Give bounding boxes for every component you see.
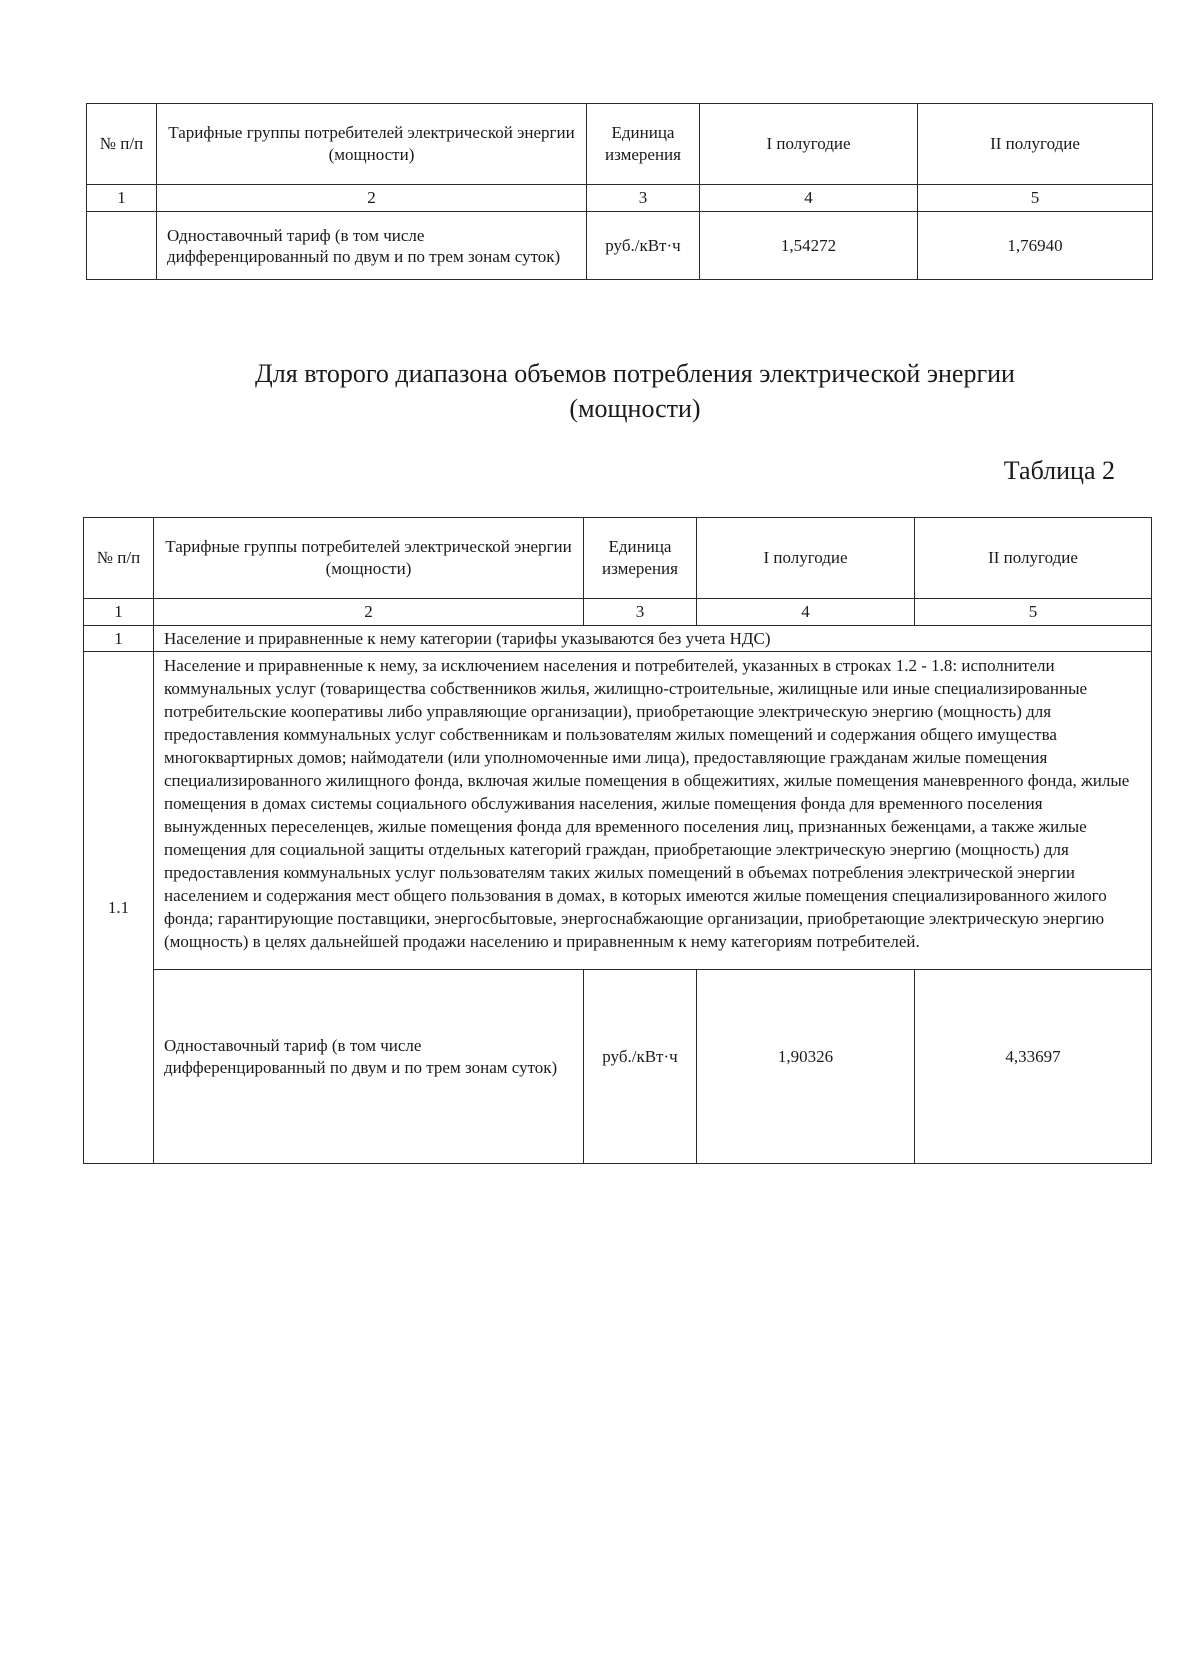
tariff-table-2 xyxy=(83,517,1152,1164)
category-description: Население и приравненные к нему, за исключением населения и потребителей, указанных в строках 1.2 - 1.8: исполнители коммунальных услуг (товарищества собственников жилья, жилищно-строительные, жилищные или иные специализированные потребительские кооперативы либо управляющие организации), приобретающие электрическую энергию (мощность) для предоставления коммунальных услуг собственникам и пользователям жилых помещений и содержания общего имущества многоквартирных домов; наймодатели (или уполномоченные ими лица), предоставляющие гражданам жилые помещения специализированного жилищного фонда, включая жилые помещения в общежитиях, жилые помещения маневренного фонда, жилые помещения в домах системы социального обслуживания населения, жилые помещения фонда для временного поселения вынужденных переселенцев, жилые помещения фонда для временного поселения лиц, признанных беженцами, а также жилые помещения для социальной защиты отдельных категорий граждан, приобретающие электрическую энергию (мощность) для предоставления коммунальных услуг пользователям таких жилых помещений в объемах потребления электрической энергии населением и содержания мест общего пользования в домах, в которых имеются жилые помещения специализированного жилого фонда; гарантирующие поставщики, энергосбытовые, энергоснабжающие организации, приобретающие электрическую энергию (мощность) в целях дальнейшей продажи населению и приравненным к нему категориям потребителей. xyxy=(154,652,1152,970)
header-half2: II полугодие xyxy=(915,518,1152,599)
col-number: 4 xyxy=(700,185,918,212)
tariff-table-1 xyxy=(86,103,1153,280)
header-unit: Единица измерения xyxy=(587,104,700,185)
tariff-half1: 1,54272 xyxy=(700,212,918,280)
header-num: № п/п xyxy=(84,518,154,599)
col-number: 2 xyxy=(157,185,587,212)
tariff-description: Одноставочный тариф (в том числе дифференцированный по двум и по трем зонам суток) xyxy=(154,970,584,1164)
row-num xyxy=(87,212,157,280)
table-header-row xyxy=(87,104,1153,185)
table-row xyxy=(87,212,1153,280)
category-title: Население и приравненные к нему категории (тарифы указываются без учета НДС) xyxy=(154,626,1152,652)
column-number-row xyxy=(87,185,1153,212)
header-num: № п/п xyxy=(87,104,157,185)
header-half2: II полугодие xyxy=(918,104,1153,185)
section-heading: Для второго диапазона объемов потребления электрической энергии (мощности) xyxy=(255,359,1015,423)
column-number-row xyxy=(84,599,1152,626)
col-number: 5 xyxy=(918,185,1153,212)
col-number: 2 xyxy=(154,599,584,626)
table-label: Таблица 2 xyxy=(1003,456,1115,485)
table-header-row xyxy=(84,518,1152,599)
header-half1: I полугодие xyxy=(700,104,918,185)
tariff-unit: руб./кВт·ч xyxy=(587,212,700,280)
table-row xyxy=(84,626,1152,652)
col-number: 5 xyxy=(915,599,1152,626)
tariff-unit: руб./кВт·ч xyxy=(584,970,697,1164)
header-half1: I полугодие xyxy=(697,518,915,599)
col-number: 4 xyxy=(697,599,915,626)
header-group: Тарифные группы потребителей электрической энергии (мощности) xyxy=(157,104,587,185)
header-unit: Единица измерения xyxy=(584,518,697,599)
row-num: 1.1 xyxy=(84,652,154,1164)
table-row xyxy=(84,652,1152,970)
tariff-description: Одноставочный тариф (в том числе дифференцированный по двум и по трем зонам суток) xyxy=(157,212,587,280)
tariff-half2: 1,76940 xyxy=(918,212,1153,280)
col-number: 3 xyxy=(587,185,700,212)
table-row xyxy=(84,970,1152,1164)
row-num: 1 xyxy=(84,626,154,652)
tariff-half2: 4,33697 xyxy=(915,970,1152,1164)
col-number: 1 xyxy=(87,185,157,212)
header-group: Тарифные группы потребителей электрической энергии (мощности) xyxy=(154,518,584,599)
tariff-half1: 1,90326 xyxy=(697,970,915,1164)
col-number: 1 xyxy=(84,599,154,626)
col-number: 3 xyxy=(584,599,697,626)
